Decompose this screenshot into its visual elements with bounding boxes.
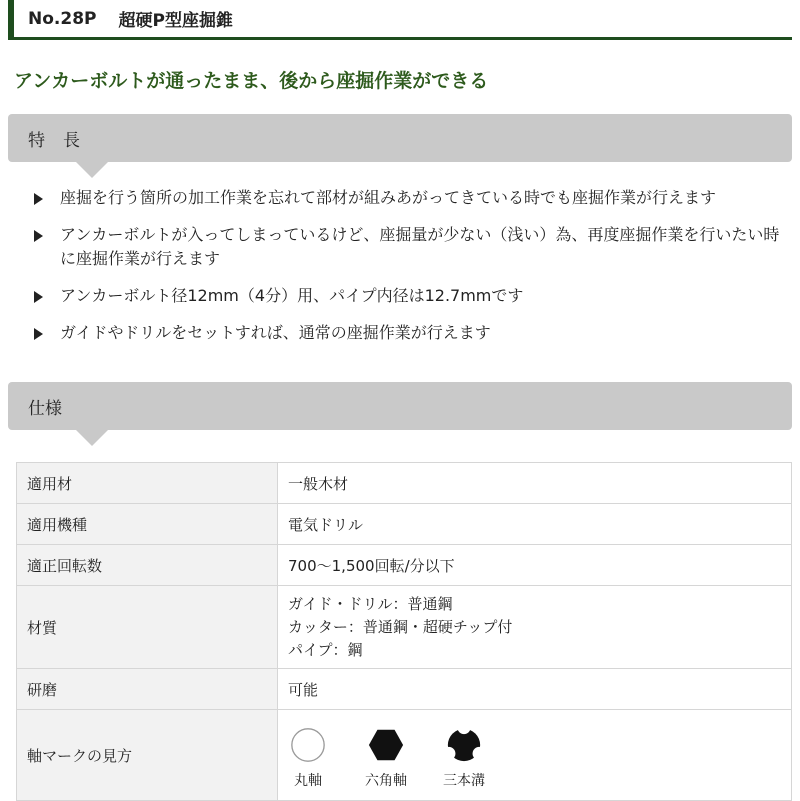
shank-mark-label: 三本溝 — [443, 773, 485, 789]
spec-value-marks — [278, 710, 792, 801]
spec-label: 適用材 — [17, 463, 278, 504]
spec-row — [17, 669, 792, 710]
spec-label: 適用機種 — [17, 504, 278, 545]
spec-value-material — [278, 586, 792, 669]
spec-value: 700～1,500回転/分以下 — [278, 545, 792, 586]
shank-mark — [288, 726, 328, 790]
spec-heading — [8, 382, 792, 430]
spec-row — [17, 586, 792, 669]
shank-mark-label: 丸軸 — [294, 773, 322, 789]
feature-item: アンカーボルト径12mm（4分）用、パイプ内径は12.7mmです — [32, 284, 792, 308]
hex-shank-icon — [367, 726, 405, 764]
shank-mark-legend — [288, 720, 781, 790]
features-heading — [8, 114, 792, 162]
feature-item: アンカーボルトが入ってしまっているけど、座掘量が少ない（浅い）為、再度座掘作業を行いたい時に座掘作業が行えます — [32, 223, 792, 271]
features-list — [32, 186, 792, 345]
material-line: ガイド・ドリル：普通鋼 — [288, 594, 453, 613]
shank-mark — [444, 726, 484, 790]
catchphrase: アンカーボルトが通ったまま、後から座掘作業ができる — [14, 70, 489, 92]
product-number: No.28P — [28, 8, 97, 29]
spec-row — [17, 463, 792, 504]
spec-table — [16, 462, 792, 801]
spec-label: 軸マークの見方 — [17, 710, 278, 801]
feature-item: ガイドやドリルをセットすれば、通常の座掘作業が行えます — [32, 321, 792, 345]
spec-row — [17, 504, 792, 545]
material-line: カッター：普通鋼・超硬チップ付 — [288, 617, 513, 636]
product-name: 超硬P型座掘錐 — [118, 11, 233, 31]
spec-label: 材質 — [17, 586, 278, 669]
features-heading-label: 特長 — [28, 130, 98, 151]
spec-value: 電気ドリル — [278, 504, 792, 545]
shank-mark — [366, 726, 406, 790]
feature-item: 座掘を行う箇所の加工作業を忘れて部材が組みあがってきている時でも座掘作業が行えます — [32, 186, 792, 210]
round-shank-icon — [289, 726, 327, 764]
shank-mark-label: 六角軸 — [365, 773, 407, 789]
spec-heading-label: 仕様 — [28, 398, 62, 419]
material-line: パイプ：鋼 — [288, 640, 363, 659]
spec-value: 一般木材 — [278, 463, 792, 504]
product-title-bar — [8, 0, 792, 40]
three-groove-shank-icon — [445, 726, 483, 764]
spec-value: 可能 — [278, 669, 792, 710]
spec-label: 研磨 — [17, 669, 278, 710]
spec-label: 適正回転数 — [17, 545, 278, 586]
spec-row — [17, 710, 792, 801]
spec-row — [17, 545, 792, 586]
